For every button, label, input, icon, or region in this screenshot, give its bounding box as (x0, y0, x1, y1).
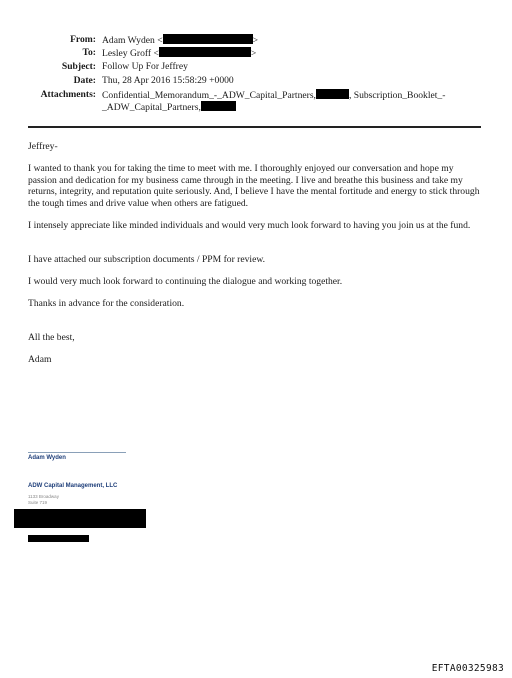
address-line: 1133 Broadway (28, 494, 59, 499)
redaction-bar (201, 101, 236, 111)
attachment-name: Confidential_Memorandum_-_ADW_Capital_Partners, (102, 90, 316, 101)
from-name: Adam Wyden < (102, 35, 163, 46)
signature-divider (28, 452, 126, 453)
redaction-bar (159, 47, 251, 57)
greeting: Jeffrey- (28, 141, 58, 152)
date-value: Thu, 28 Apr 2016 15:58:29 +0000 (102, 75, 234, 86)
to-name: Lesley Groff < (102, 48, 159, 59)
closing: All the best, (28, 332, 75, 343)
body-paragraph: I would very much look forward to continuing the dialogue and working together. (28, 276, 343, 287)
from-label: From: (70, 34, 96, 45)
subject-value: Follow Up For Jeffrey (102, 61, 188, 72)
signature-company: ADW Capital Management, LLC (28, 483, 118, 489)
redaction-bar (316, 89, 349, 99)
attachments-value (102, 101, 236, 114)
redaction-block (14, 509, 146, 528)
body-paragraph: I intensely appreciate like minded individuals and would very much look forward to having you join us at the fund. (28, 220, 471, 231)
attachments-label: Attachments: (40, 89, 96, 100)
signature-address (28, 494, 59, 505)
to-value (102, 47, 256, 60)
signature-name: Adam Wyden (28, 455, 66, 461)
body-paragraph: Thanks in advance for the consideration. (28, 298, 185, 309)
header-divider (28, 126, 481, 128)
subject-label: Subject: (61, 61, 96, 72)
attachment-name: _ADW_Capital_Partners, (102, 102, 201, 113)
body-paragraph: I wanted to thank you for taking the time to meet with me. I thoroughly enjoyed our conversation and hope my passion and dedication for my business came through in the meeting. I live and breathe this business and take my returns, integrity, and reputation quite seriously. And, I believe I have the mental fortitude and energy to stick through the tough times and drive value when others are fatigued. (28, 163, 480, 209)
date-label: Date: (73, 75, 96, 86)
attachment-name: , Subscription_Booklet_- (348, 90, 446, 101)
address-line: Suite 719 (28, 499, 48, 505)
to-label: To: (82, 47, 96, 58)
body-paragraph: I have attached our subscription documents / PPM for review. (28, 254, 266, 265)
bracket-close: > (250, 48, 257, 59)
from-value (102, 34, 258, 47)
redaction-bar (163, 34, 253, 44)
redaction-block (28, 535, 89, 542)
bates-number: EFTA00325983 (431, 663, 504, 674)
bracket-close: > (252, 35, 259, 46)
sign-name: Adam (28, 354, 52, 365)
